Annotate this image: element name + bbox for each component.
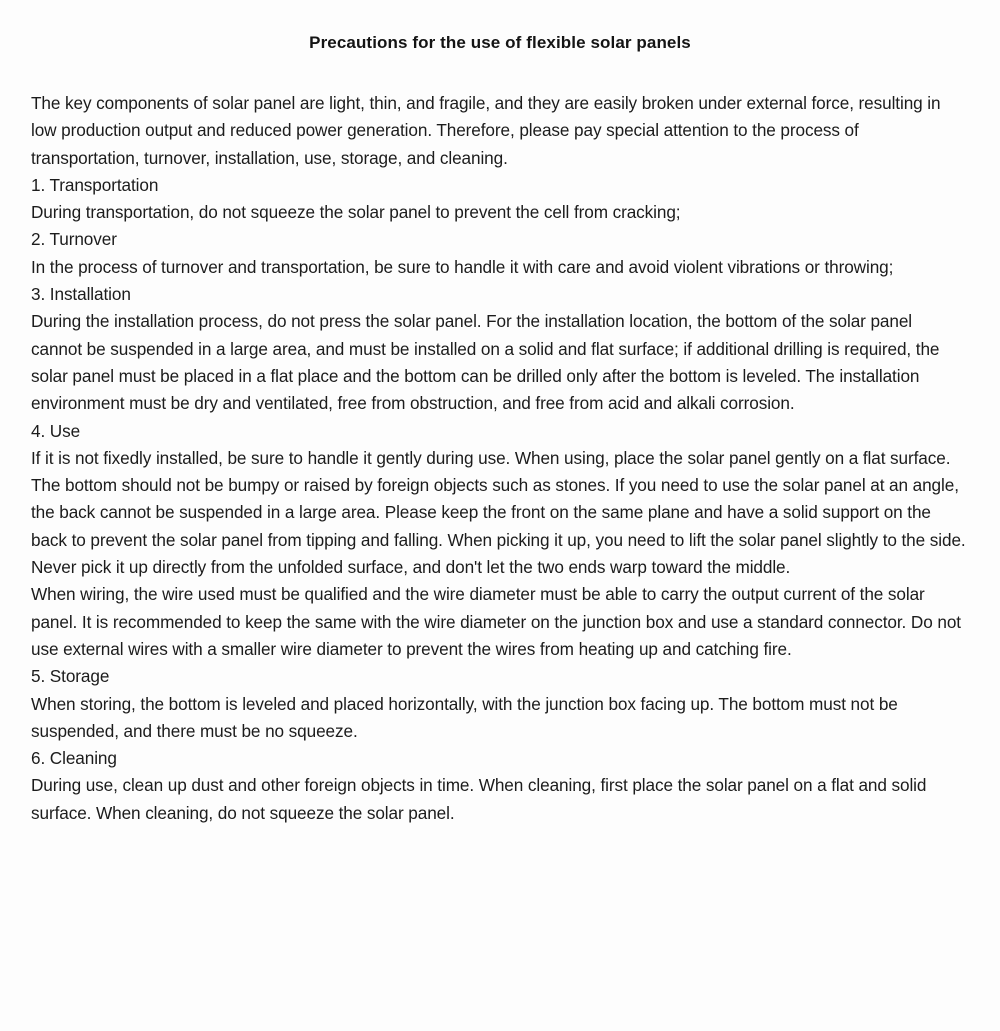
section-4-body-2: When wiring, the wire used must be qualified and the wire diameter must be able to carry the output current of the solar panel. It is recommended to keep the same with the wire diameter on the junction box and use a standard connector. Do not use external wires with a smaller wire diameter to prevent the wires from heating up and catching fire. [31,584,961,659]
section-6-heading: 6. Cleaning [31,748,117,769]
section-4-body-1: If it is not fixedly installed, be sure to handle it gently during use. When using, place the solar panel gently on a flat surface. The bottom should not be bumpy or raised by foreign objects such as stones. If you need to use the solar panel at an angle, the back cannot be suspended in a large area. Please keep the front on the same plane and have a solid support on the back to prevent the solar panel from tipping and falling. When picking it up, you need to lift the solar panel slightly to the side. Never pick it up directly from the unfolded surface, and don't let the two ends warp toward the middle. [31,447,966,578]
section-6-body: During use, clean up dust and other foreign objects in time. When cleaning, first place the solar panel on a flat and solid surface. When cleaning, do not squeeze the solar panel. [31,775,927,823]
section-2-body: In the process of turnover and transportation, be sure to handle it with care and avoid violent vibrations or throwing; [31,256,894,277]
section-2-heading: 2. Turnover [31,229,117,250]
document-body [31,90,967,827]
section-1-body: During transportation, do not squeeze the solar panel to prevent the cell from cracking; [31,202,681,223]
section-3-body: During the installation process, do not press the solar panel. For the installation location, the bottom of the solar panel cannot be suspended in a large area, and must be installed on a solid and flat surface; if additional drilling is required, the solar panel must be placed in a flat place and the bottom can be drilled only after the bottom is leveled. The installation environment must be dry and ventilated, free from obstruction, and free from acid and alkali corrosion. [31,311,940,414]
intro-paragraph: The key components of solar panel are light, thin, and fragile, and they are easily broken under external force, resulting in low production output and reduced power generation. Therefore, please pay special attention to the process of transportation, turnover, installation, use, storage, and cleaning. [31,93,941,168]
section-5-heading: 5. Storage [31,666,110,687]
section-1-heading: 1. Transportation [31,174,159,195]
section-4-heading: 4. Use [31,420,81,441]
page-title: Precautions for the use of flexible solar panels [309,33,691,52]
section-5-body: When storing, the bottom is leveled and placed horizontally, with the junction box facing up. The bottom must not be suspended, and there must be no squeeze. [31,693,898,741]
section-3-heading: 3. Installation [31,284,131,305]
